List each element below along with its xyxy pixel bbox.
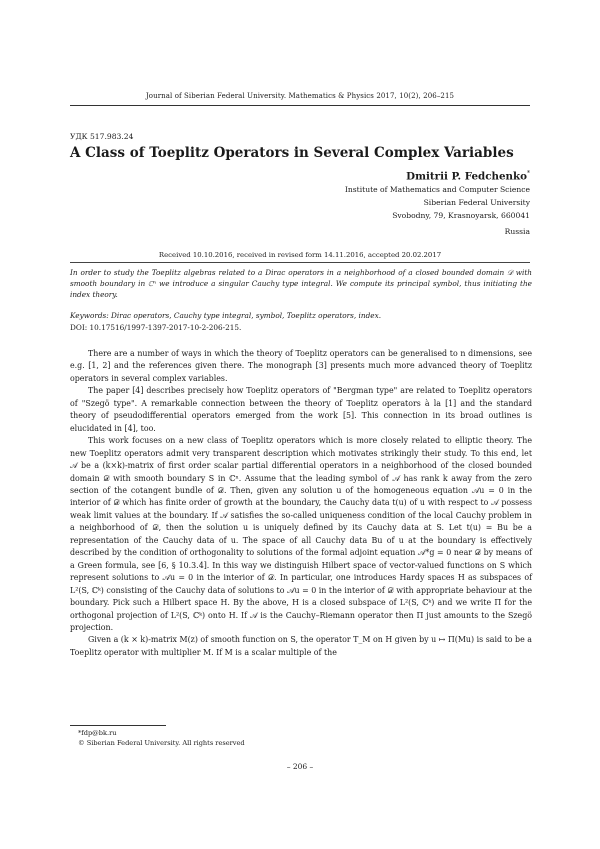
abstract: In order to study the Toeplitz algebras related to a Dirac operators in a neighborhood of a closed bounded domain 𝒟 with smooth boundary in ℂⁿ we introduce a singular Cauchy type integral. We compute its principal symbol, thus initiating the index theory. [70, 268, 532, 300]
affiliation-line-university: Siberian Federal University [423, 198, 530, 207]
body-paragraph: There are a number of ways in which the theory of Toeplitz operators can be generalised to n dimensions, see e.g. [1, 2] and the references given there. The monograph [3] presents much more advanced theory of Toeplitz operators in several complex variables. [70, 349, 532, 383]
keywords-text: Dirac operators, Cauchy type integral, symbol, Toeplitz operators, index. [111, 311, 382, 320]
keywords-label: Keywords: [70, 311, 109, 320]
page-number: – 206 – [286, 762, 314, 771]
affiliation-line-institute: Institute of Mathematics and Computer Science [344, 185, 530, 194]
footnote-email: *fdp@bk.ru [78, 729, 117, 737]
body-text [70, 348, 532, 659]
footnote-rule [70, 725, 166, 726]
affiliation-line-country: Russia [504, 227, 530, 236]
affiliation-line-address: Svobodny, 79, Krasnoyarsk, 660041 [392, 211, 530, 220]
footnote-copyright: © Siberian Federal University. All rights reserved [78, 739, 245, 747]
running-header: Journal of Siberian Federal University. Mathematics & Physics 2017, 10(2), 206–215 [145, 92, 455, 100]
doi: DOI: 10.17516/1997-1397-2017-10-2-206-215. [70, 323, 242, 332]
author-block [406, 170, 530, 182]
udk-code: УДК 517.983.24 [70, 132, 134, 141]
abstract-top-rule [70, 262, 530, 263]
body-paragraph: Given a (k × k)-matrix M(z) of smooth function on S, the operator T_M on H given by u ↦ Π(Mu) is said to be a Toeplitz operator with multiplier M. If M is a scalar multiple of the [70, 635, 532, 657]
paper-title: A Class of Toeplitz Operators in Several Complex Variables [70, 145, 514, 161]
body-paragraph: This work focuses on a new class of Toeplitz operators which is more closely related to elliptic theory. The new Toeplitz operators admit very transparent description which motivates strikingly their study. To this end, let 𝒜 be a (k×k)-matrix of first order scalar partial differential operators in a neighborhood of the closed bounded domain 𝒟 with smooth boundary S in ℂⁿ. Assume that the leading symbol of 𝒜 has rank k away from the zero section of the cotangent bundle of 𝒟. Then, given any solution u of the homogeneous equation 𝒜u = 0 in the interior of 𝒟 which has finite order of growth at the boundary, the Cauchy data t(u) of u with respect to 𝒜 possess weak limit values at the boundary. If 𝒜 satisfies the so-called uniqueness condition of the local Cauchy problem in a neighborhood of 𝒟, then the solution u is uniquely defined by its Cauchy data at S. Let t(u) = Bu be a representation of the Cauchy data of u. The space of all Cauchy data Bu of u at the boundary is effectively described by the condition of orthogonality to solutions of the formal adjoint equation 𝒜*g = 0 near 𝒟 by means of a Green formula, see [6, § 10.3.4]. In this way we distinguish Hilbert space of vector-valued functions on S which represent solutions to 𝒜u = 0 in the interior of 𝒟. In particular, one introduces Hardy spaces H as subspaces of L²(S, ℂᵏ) consisting of the Cauchy data of solutions to 𝒜u = 0 in the interior of 𝒟 with appropriate behaviour at the boundary. Pick such a Hilbert space H. By the above, H is a closed subspace of L²(S, ℂᵏ) and we write Π for the orthogonal projection of L²(S, ℂᵏ) onto H. If 𝒜 is the Cauchy–Riemann operator then Π just amounts to the Szegö projection. [70, 436, 532, 632]
author-footnote-mark: * [527, 170, 530, 177]
author-name: Dmitrii P. Fedchenko [406, 170, 527, 183]
keywords [70, 311, 532, 320]
header-rule [70, 105, 530, 106]
received-dates: Received 10.10.2016, received in revised form 14.11.2016, accepted 20.02.2017 [158, 251, 442, 259]
body-paragraph: The paper [4] describes precisely how Toeplitz operators of "Bergman type" are related to Toeplitz operators of "Szegö type". A remarkable connection between the theory of Toeplitz operators à la [1] and the standard theory of pseudodifferential operators emerged from the work [5]. This connection in its broad outlines is elucidated in [4], too. [70, 386, 532, 433]
